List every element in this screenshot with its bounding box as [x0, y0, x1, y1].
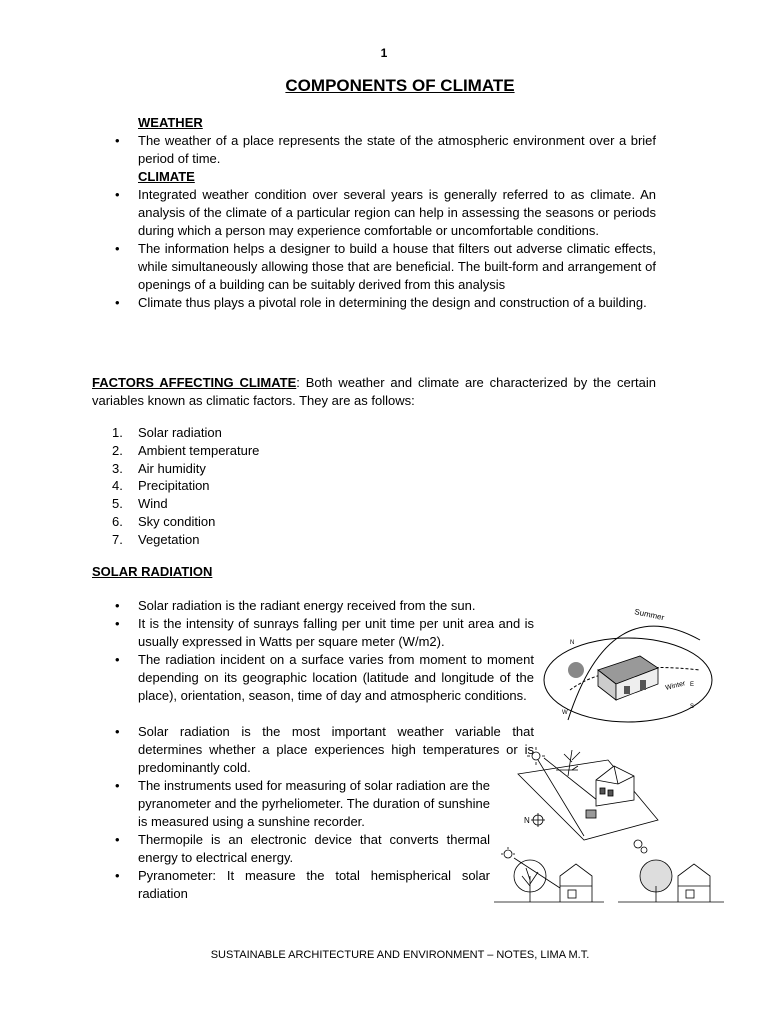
weather-heading: WEATHER: [138, 115, 203, 130]
bare-tree-icon: [564, 750, 580, 776]
solar-bullet: • The instruments used for measuring of solar radiation are the pyranometer and the pyrheliometer. The duration of sunshine is measured using a sunshine recorder.: [112, 777, 490, 831]
sun-icon: [504, 850, 512, 858]
solar-bullet: • Thermopile is an electronic device that converts thermal energy to electrical energy.: [112, 831, 490, 867]
factor-item: 7. Vegetation: [112, 531, 200, 547]
factors-list: [112, 424, 512, 549]
solar-list-wide: [112, 597, 534, 705]
factors-heading: FACTORS AFFECTING CLIMATE: [92, 375, 297, 390]
sun-icon: [532, 752, 540, 760]
weather-list: [112, 132, 656, 168]
summer-label: Summer: [633, 607, 666, 623]
solar-heading: SOLAR RADIATION: [92, 564, 213, 579]
solar-list-narrow: [112, 723, 534, 777]
climate-list: [112, 186, 656, 312]
winter-label: Winter: [664, 680, 687, 692]
solar-bullet: • The radiation incident on a surface varies from moment to moment depending on its geographic location (latitude and longitude of the place), orientation, season, time of day and atmospheric conditions.: [112, 651, 534, 705]
solar-list-narrow-2: [112, 777, 490, 903]
svg-text:N: N: [524, 816, 530, 825]
factor-item: 1. Solar radiation: [112, 425, 222, 440]
solar-bullet: • Solar radiation is the radiant energy received from the sun.: [112, 597, 534, 615]
factors-paragraph: [92, 374, 656, 410]
factors-intro: : Both weather and climate are characterized by the certain variables known as climatic factors. They are as follows:: [92, 375, 657, 408]
climate-bullet: • The information helps a designer to build a house that filters out adverse climatic effects, while simultaneously allowing those that are beneficial. The built-form and arrangement of openings of a building can be suitably derived from this analysis: [112, 240, 656, 294]
solar-bullet: • Pyranometer: It measure the total hemispherical solar radiation: [112, 867, 490, 903]
factor-item: 2. Ambient temperature: [112, 442, 260, 458]
compass-e: E: [690, 682, 695, 688]
sun-ray: [544, 758, 602, 804]
weather-climate-section: [112, 114, 656, 312]
sun-path-diagram: [540, 600, 720, 740]
climate-bullet: • Climate thus plays a pivotal role in determining the design and construction of a building.: [112, 294, 656, 312]
solar-bullet: • Solar radiation is the most important weather variable that determines whether a place experiences high temperatures or is predominantly cold.: [112, 723, 534, 777]
climate-bullet: • Integrated weather condition over several years is generally referred to as climate. An analysis of the climate of a particular region can help in assessing the seasons or periods during which a person may experience comfortable or uncomfortable conditions.: [112, 186, 656, 240]
sun-icon-2: [641, 847, 647, 853]
tree-house-sketch: [494, 846, 724, 908]
house-window: [624, 686, 630, 694]
factor-item: 4. Precipitation: [112, 478, 210, 494]
ground-plane: [518, 760, 658, 840]
climate-heading: CLIMATE: [138, 169, 195, 184]
factor-item: 3. Air humidity: [112, 460, 206, 476]
solar-bullet: • It is the intensity of sunrays falling per unit time per unit area and is usually expressed in Watts per square meter (W/m2).: [112, 615, 534, 651]
sun-icon: [568, 662, 584, 678]
factor-item: 5. Wind: [112, 496, 168, 512]
factor-item: 6. Sky condition: [112, 513, 216, 529]
page-number: 1: [380, 46, 388, 60]
compass-s: S: [690, 704, 695, 710]
compass-n: N: [570, 640, 575, 646]
compass-w: W: [562, 710, 568, 716]
shading-sketch: [498, 740, 722, 850]
weather-bullet: • The weather of a place represents the state of the atmospheric environment over a brief period of time.: [112, 132, 656, 168]
page-title: COMPONENTS OF CLIMATE: [285, 76, 515, 95]
house-door: [640, 680, 646, 690]
page-footer: SUSTAINABLE ARCHITECTURE AND ENVIRONMENT – NOTES, LIMA M.T.: [210, 949, 590, 961]
